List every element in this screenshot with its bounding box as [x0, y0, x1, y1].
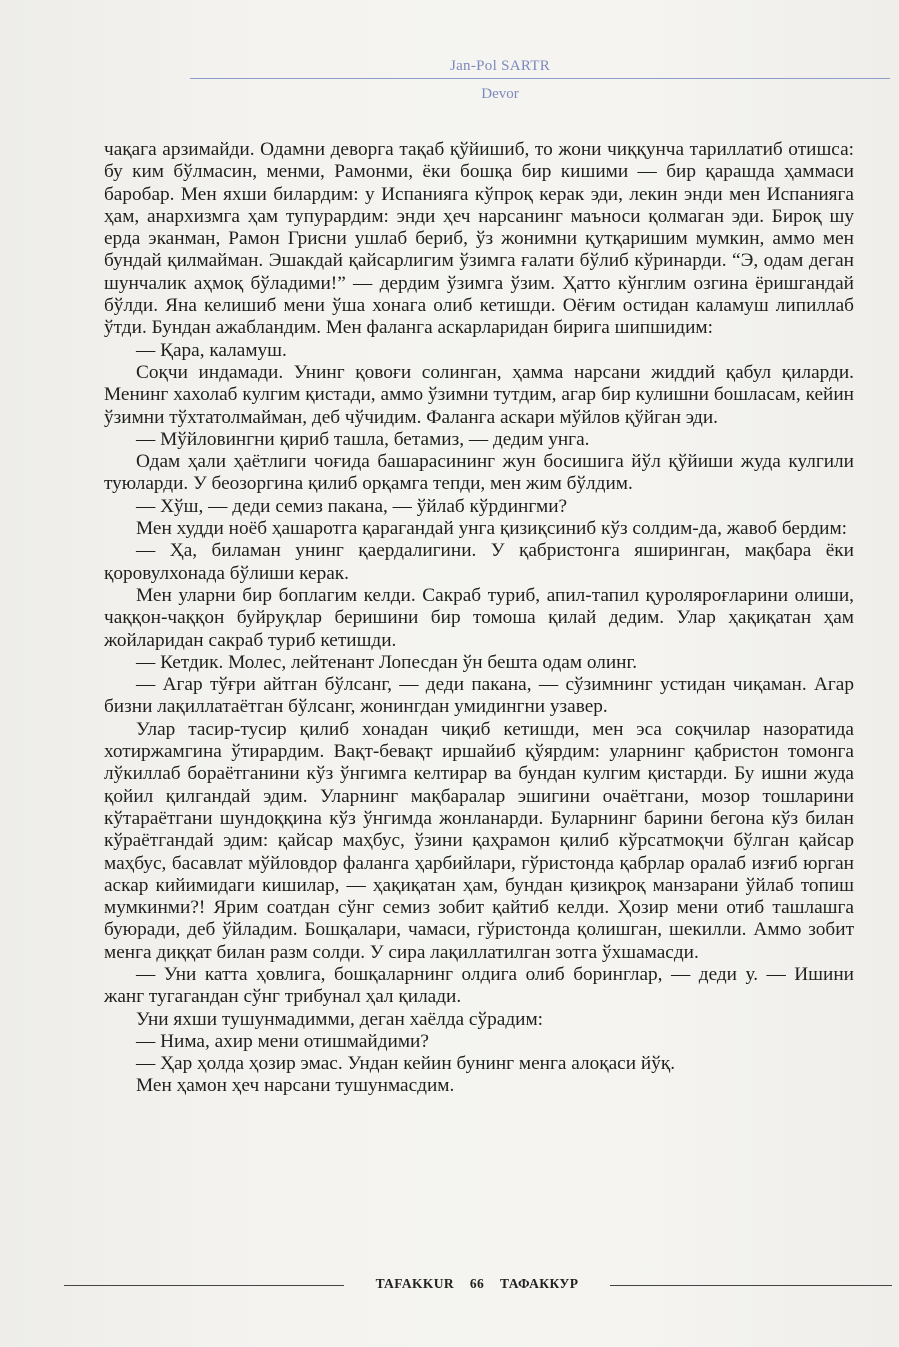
paragraph: — Мўйловингни қириб ташла, бетамиз, — дедим унга.	[136, 428, 590, 450]
paragraph: — Ҳа, биламан унинг қаердалигини. У қабристонга яширинган, мақбара ёки қоровулхонада бўлиши керак.	[104, 540, 854, 584]
paragraph: Мен худди ноёб ҳашаротга қарагандай унга қизиқсиниб кўз солдим-да, жавоб бердим:	[136, 518, 848, 540]
header-rule	[190, 78, 890, 79]
paragraph: Мен уларни бир боплагим келди. Сакраб туриб, апил-тапил қуроляроғларини олиши, чаққон-чаққон буйруқлар беришини бир томоша қилай дедим. Улар ҳақиқатан ҳам жойларидан сакраб туриб кетишди.	[104, 584, 854, 651]
paragraph: — Ҳар ҳолда ҳозир эмас. Ундан кейин бунинг менга алоқаси йўқ.	[136, 1053, 676, 1075]
body-text	[104, 139, 854, 1098]
paragraph: чақага арзимайди. Одамни деворга тақаб қўйишиб, то жони чиққунча тариллатиб отишса: бу ким бўлмасин, менми, Рамонми, ёки бошқа бир кишими — бир қарашда ҳаммаси баробар. Мен яхши билардим: у Испанияга кўпроқ керак эди, лекин энди мен Испанияга ҳам, анархизмга ҳам тупурардим: энди ҳеч нарсанинг маъноси қолмаган эди. Бироқ шу ерда эканман, Рамон Грисни ушлаб бериб, ўз жонимни қутқаришим мумкин, аммо мен бундай қилмайман. Эшакдай қайсарлигим ўзимга ғалати бўлиб кўринарди. “Э, одам деган шунчалик аҳмоқ бўладими!” — дердим ўзимга ўзим. Ҳатто кўнглим озгина ёришгандай бўлди. Яна келишиб мени ўша хонага олиб кетишди. Оёғим остидан каламуш липиллаб ўтди. Бундан ажабландим. Мен фаланга аскарларидан бирига шипшидим:	[104, 139, 854, 339]
footer-rule-left	[64, 1285, 344, 1286]
header-author: Jan-Pol SARTR	[449, 58, 551, 74]
paragraph: Улар тасир-тусир қилиб хонадан чиқиб кетишди, мен эса соқчилар назоратида хотиржамгина ўтирардим. Вақт-бевақт иршайиб қўярдим: уларнинг қабристон томонга лўкиллаб бораётганини кўз ўнгимга келтирар ва бундан кулгим қистарди. Бу ишни жуда қойил қилгандай эдим. Уларнинг мақбаралар эшигини очаётгани, мозор тошларини кўтараётгани шундоққина кўз ўнгимда жонланарди. Буларнинг барини бегона кўз билан кўраётгандай эдим: қайсар маҳбус, ўзини қаҳрамон қилиб кўрсатмоқчи бўлган қайсар маҳбус, басавлат мўйловдор фаланга ҳарбийлари, гўристонда қабрлар оралаб изғиб юрган аскар кийимидаги кишилар, — ҳақиқатан ҳам, бундан қизиқроқ манзарани ўйлаб топиш мумкинми?! Ярим соатдан сўнг семиз зобит қайтиб келди. Ҳозир мени отиб ташлашга буюради, деб ўйладим. Бошқалари, чамаси, гўристонда қолишган, шекилли. Аммо зобит менга диққат билан разм солди. У сира лақиллатилган зотга ўхшамасди.	[104, 718, 854, 963]
running-header	[0, 0, 899, 110]
paragraph: — Уни катта ҳовлига, бошқаларнинг олдига олиб боринглар, — деди у. — Ишини жанг тугагандан сўнг трибунал ҳал қилади.	[104, 963, 854, 1008]
paragraph: Соқчи индамади. Унинг қовоғи солинган, ҳамма нарсани жиддий қабул қиларди. Менинг хахолаб кулгим қистади, аммо ўзимни тутдим, агар бир кулишни бошласам, кейин ўзимни тўхтатолмайман, деб чўчидим. Фаланга аскари мўйлов қўйган эди.	[104, 361, 854, 428]
page-number: 66	[469, 1276, 485, 1291]
footer-left-word: TAFAKKUR	[375, 1276, 455, 1291]
paragraph: Мен ҳамон ҳеч нарсани тушунмасдим.	[136, 1075, 455, 1097]
paragraph: — Агар тўғри айтган бўлсанг, — деди пакана, — сўзимнинг устидан чиқаман. Агар бизни лақиллатаётган бўлсанг, жонингдан умидингни узавер.	[104, 674, 854, 718]
paragraph: — Кетдик. Молес, лейтенант Лопесдан ўн бешта одам олинг.	[136, 651, 638, 673]
paragraph: Уни яхши тушунмадимми, деган хаёлда сўрадим:	[136, 1008, 544, 1030]
paragraph: — Хўш, — деди семиз пакана, — ўйлаб кўрдингми?	[136, 495, 568, 517]
paragraph: — Қара, каламуш.	[136, 339, 287, 361]
paragraph: — Нима, ахир мени отишмайдими?	[136, 1030, 429, 1052]
footer-label	[344, 1276, 610, 1292]
footer-rule-right	[610, 1285, 892, 1286]
paragraph: Одам ҳали ҳаётлиги чоғида башарасининг жун босишига йўл қўйиши жуда кулгили туюларди. У беозоргина қилиб орқамга тепди, мен жим бўлдим.	[104, 451, 854, 495]
header-title: Devor	[481, 86, 519, 102]
running-footer	[0, 1270, 899, 1300]
footer-right-word: ТАФАККУР	[499, 1276, 579, 1291]
